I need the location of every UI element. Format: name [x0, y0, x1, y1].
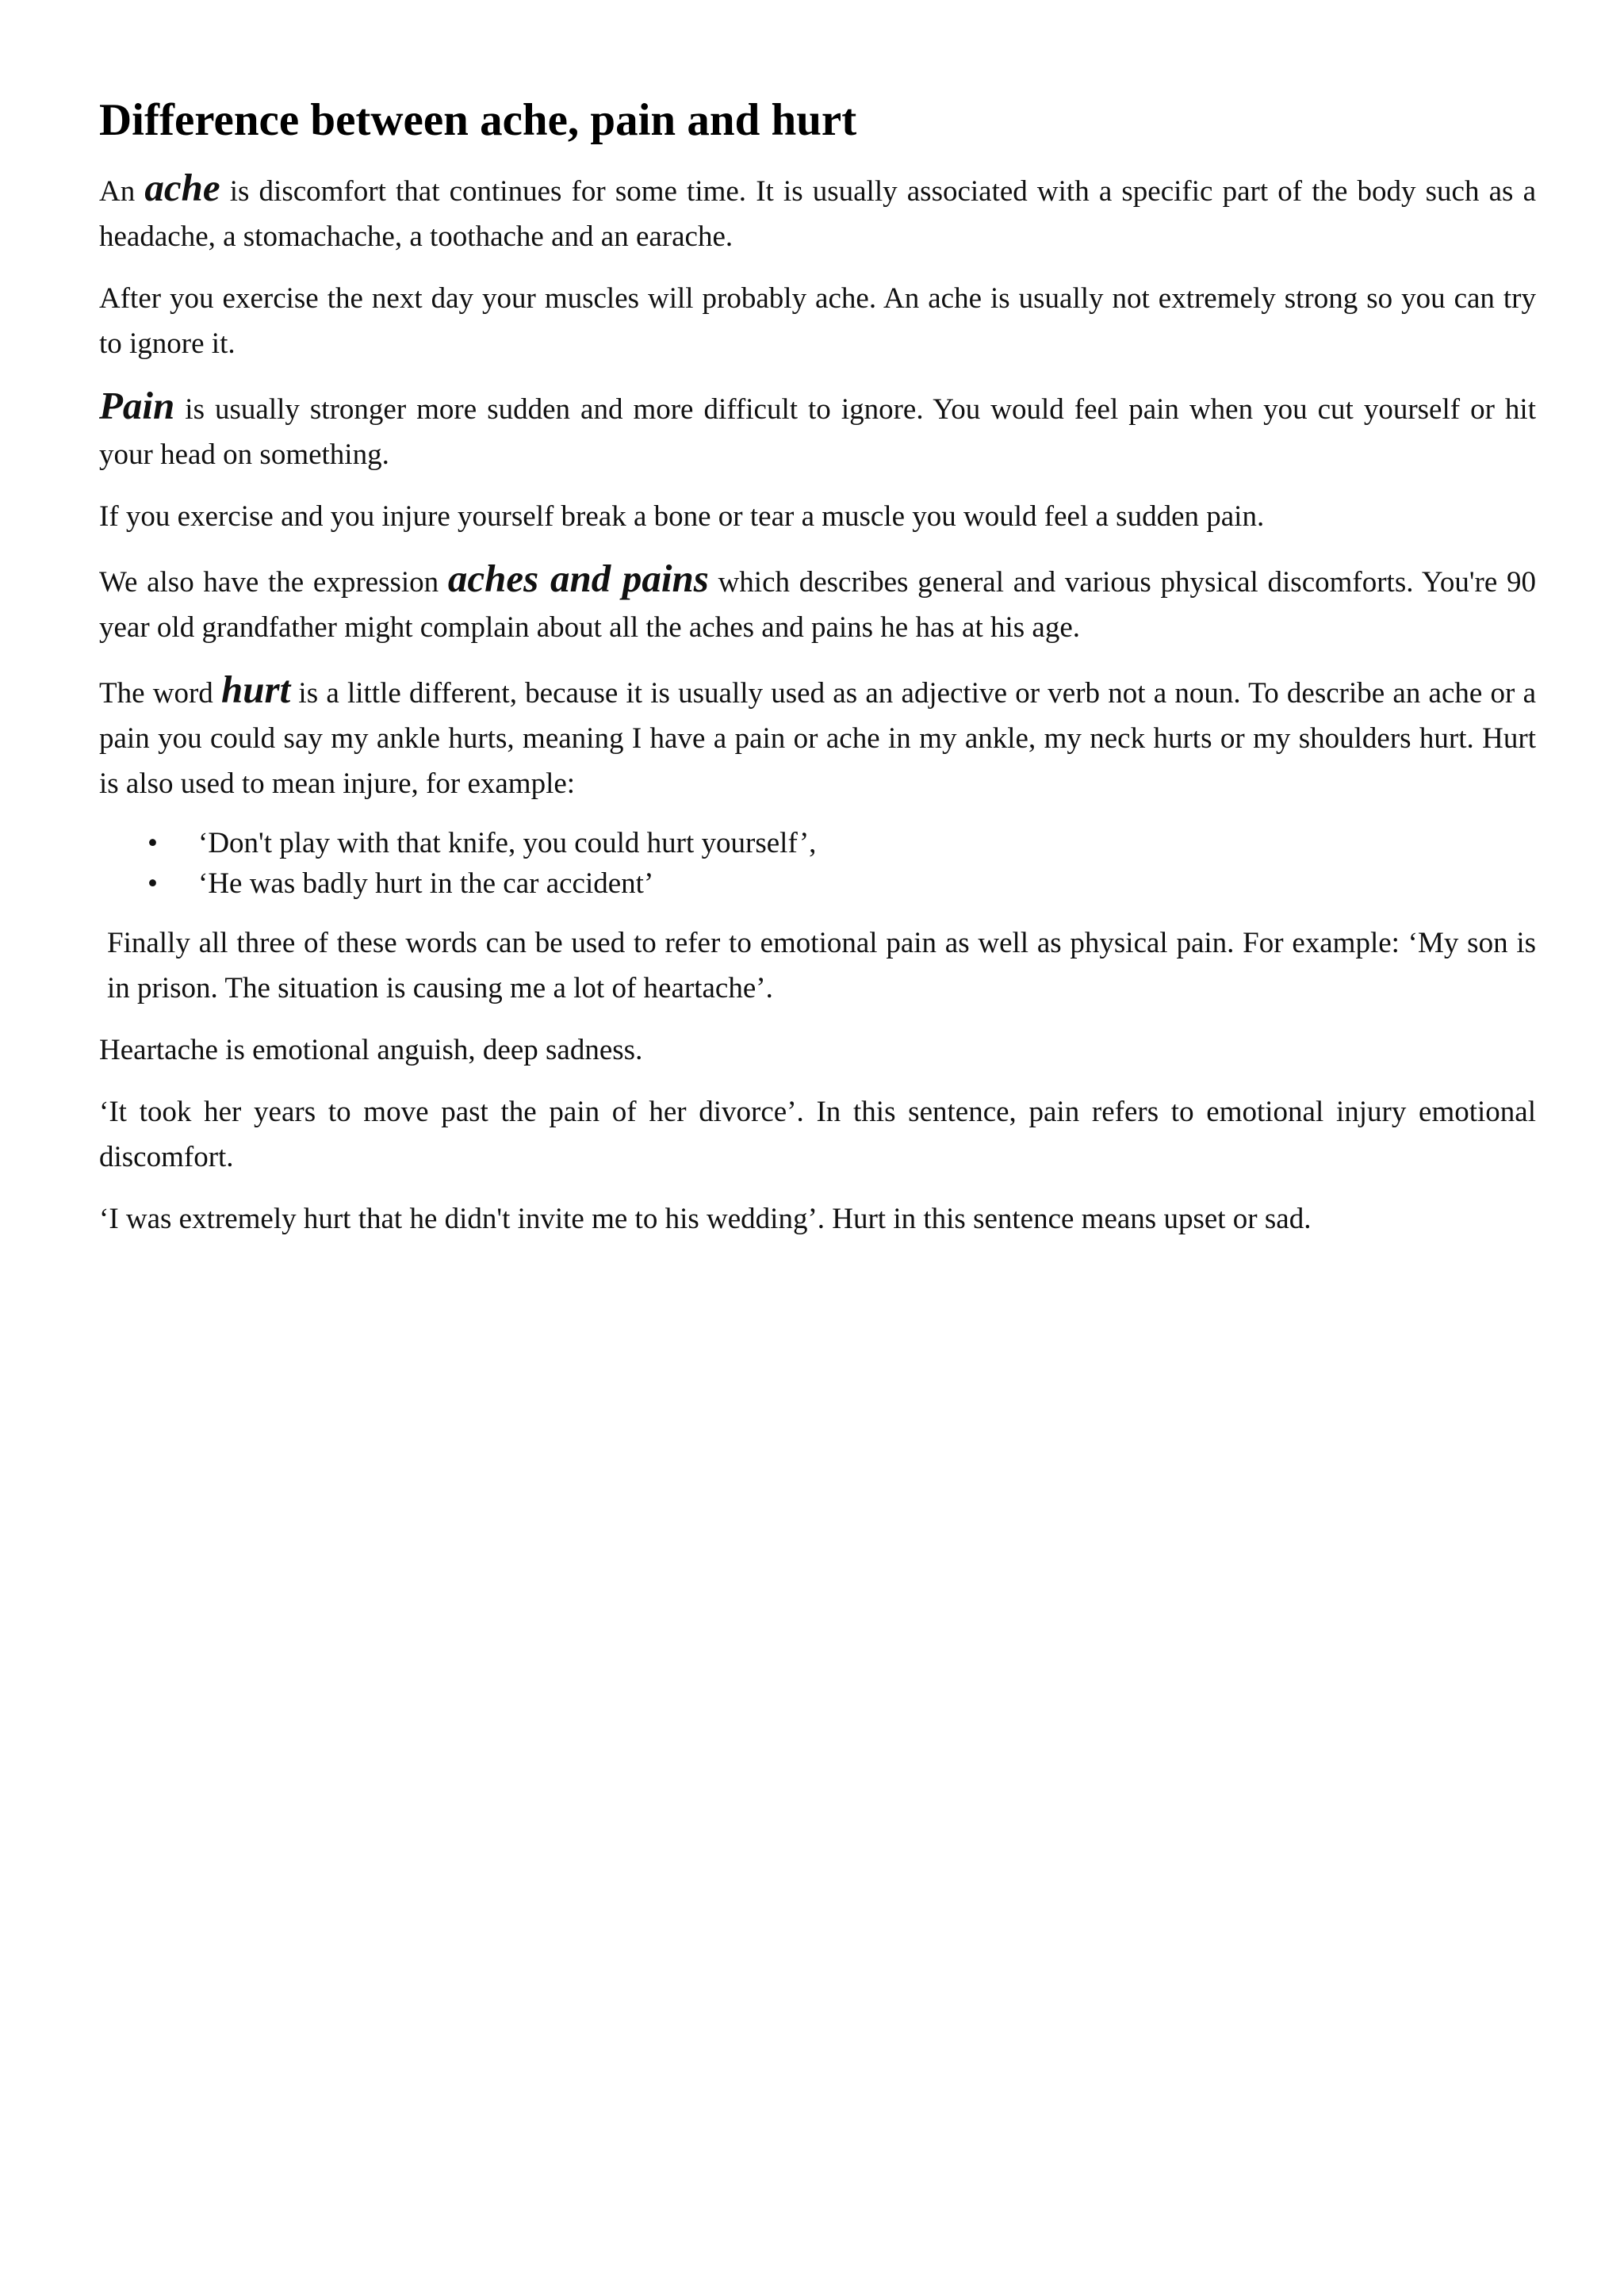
paragraph-aches-and-pains [99, 556, 1536, 650]
p5-pre: We also have the expression [99, 566, 448, 599]
example-list [99, 823, 1536, 904]
list-item-text: ‘He was badly hurt in the car accident’ [198, 867, 654, 901]
keyword-ache: ache [144, 166, 220, 210]
paragraph-heartache: Heartache is emotional anguish, deep sadness. [99, 1034, 643, 1067]
p5-post: which describes general and various physical discomforts. You're 90 year old grandfather might complain about all the aches and pains he has at his age. [99, 566, 1536, 645]
keyword-hurt: hurt [221, 668, 291, 712]
p6-pre: The word [99, 677, 222, 710]
document-title: Difference between ache, pain and hurt [99, 95, 857, 145]
document-page [99, 94, 1536, 1258]
paragraph-pain [99, 383, 1536, 477]
list-item [147, 863, 1536, 904]
keyword-aches-and-pains: aches and pains [447, 557, 709, 601]
paragraph-ache [99, 165, 1536, 259]
list-item-text: ‘Don't play with that knife, you could hurt yourself’, [198, 827, 817, 860]
p1-post: is discomfort that continues for some time. It is usually associated with a specific part of the body such as a headache, a stomachache, a toothache and an earache. [99, 175, 1536, 254]
list-item [147, 823, 1536, 863]
p6-post: is a little different, because it is usually used as an adjective or verb not a noun. To describe an ache or a pain you could say my ankle hurts, meaning I have a pain or ache in my ankle, my neck hurts or my shoulders hurt. Hurt is also used to mean injure, for example: [99, 677, 1536, 801]
paragraph-hurt [99, 667, 1536, 806]
keyword-pain: Pain [99, 384, 175, 428]
bullet-icon: • [147, 827, 158, 860]
paragraph-injure: If you exercise and you injure yourself break a bone or tear a muscle you would feel a sudden pain. [99, 500, 1265, 534]
paragraph-exercise-ache: After you exercise the next day your muscles will probably ache. An ache is usually not extremely strong so you can try to ignore it. [99, 282, 1536, 361]
p3-post: is usually stronger more sudden and more difficult to ignore. You would feel pain when you cut yourself or hit your head on something. [99, 393, 1536, 472]
p1-pre: An [99, 175, 145, 209]
paragraph-wedding-example: ‘I was extremely hurt that he didn't invite me to his wedding’. Hurt in this sentence means upset or sad. [99, 1203, 1312, 1236]
bullet-icon: • [147, 867, 158, 901]
paragraph-divorce-example: ‘It took her years to move past the pain of her divorce’. In this sentence, pain refers to emotional injury emotional discomfort. [99, 1096, 1536, 1174]
paragraph-emotional-pain: Finally all three of these words can be used to refer to emotional pain as well as physical pain. For example: ‘My son is in prison. The situation is causing me a lot of heartache’. [107, 927, 1536, 1005]
